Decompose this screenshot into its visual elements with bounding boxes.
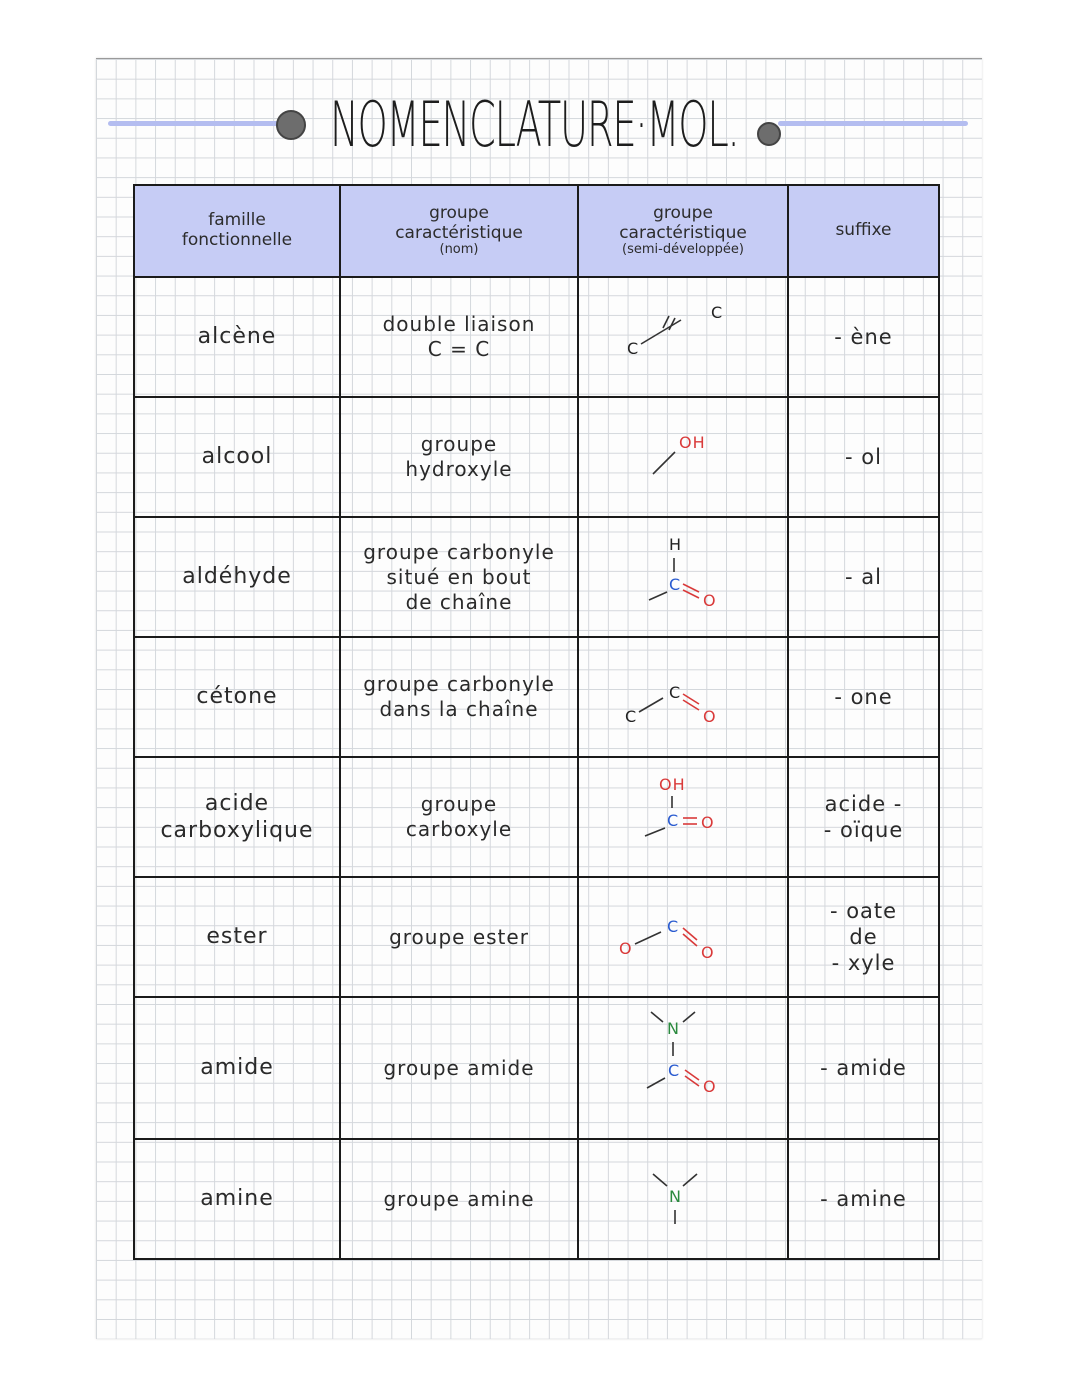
suffix-line: - oate [829,898,898,923]
bond-line [639,698,663,712]
header-groupe-nom-line3: (nom) [439,242,479,258]
family-line: acide [204,790,270,816]
suffix-cell: - amine [788,1139,939,1259]
bond-line [635,932,661,944]
atom-n: N [669,1187,682,1206]
group-name-cell [340,277,578,397]
double-bond-line [685,1076,699,1086]
family-cell: ester [134,877,340,997]
group-name-cell: groupe amine [340,1139,578,1259]
title-underline-right [778,121,968,126]
atom-c: C [667,811,680,830]
table-row [134,517,939,637]
alcool-structure [583,402,783,512]
double-bond-line [683,700,699,710]
group-name-line: de chaîne [405,589,513,614]
atom-c: C [627,339,640,358]
group-name-line: C = C [427,337,491,361]
double-bond-mark [663,316,669,328]
suffix-cell: - amide [788,997,939,1139]
bond-line [683,1174,697,1186]
header-groupe-nom-line2: caractéristique [395,222,523,243]
atom-n: N [667,1019,680,1038]
bond-line [651,1012,663,1022]
bond-line [683,1012,695,1022]
table-row [134,277,939,397]
bond-line [641,320,681,344]
family-cell: amine [134,1139,340,1259]
header-groupe-nom [340,185,578,277]
atom-c: C [625,707,638,726]
page-title: NOMENCLATURE·MOL. [330,88,739,161]
group-name-line: situé en bout [386,564,532,589]
suffix-cell [788,877,939,997]
bond-line [647,1078,665,1088]
atom-o: O [703,1077,717,1096]
suffix-line: - xyle [831,951,896,976]
suffix-line: acide - [824,791,903,816]
group-name-line: dans la chaîne [379,697,539,721]
atom-o: O [703,707,717,726]
suffix-line: - oïque [823,818,904,842]
alcene-structure [583,282,783,392]
group-name-cell [340,397,578,517]
group-name-line: carboxyle [405,817,513,841]
group-name-line: hydroxyle [405,457,513,481]
amide-structure [583,998,783,1138]
suffix-cell: - one [788,637,939,757]
suffix-cell: - al [788,517,939,637]
atom-o: O [619,939,633,958]
header-groupe-formule [578,185,788,277]
amine-structure [583,1144,783,1254]
group-name-line: groupe carbonyle [363,539,555,564]
atom-oh: OH [679,433,706,452]
double-bond-line [685,1070,699,1080]
bond-line [649,592,667,600]
atom-c: C [669,575,682,594]
header-famille-line2: fonctionnelle [181,230,293,250]
bond-line [645,828,665,836]
header-groupe-formule-line2: caractéristique [619,222,747,243]
acide-structure [583,762,783,872]
double-bond-line [683,694,699,704]
bond-line [653,1174,667,1186]
formula-cell [578,277,788,397]
family-cell: cétone [134,637,340,757]
table-row [134,637,939,757]
formula-cell [578,637,788,757]
ester-structure [583,882,783,992]
suffix-cell: - ène [788,277,939,397]
aldehyde-structure [583,522,783,632]
header-famille-line1: famille [208,210,266,231]
atom-o: O [701,813,715,832]
atom-c: C [668,1061,681,1080]
atom-c: C [667,917,680,936]
group-name-cell [340,517,578,637]
formula-cell [578,877,788,997]
group-name-cell [340,757,578,877]
formula-cell [578,997,788,1139]
double-bond-line [683,928,697,940]
family-cell: alcool [134,397,340,517]
title-underline-left [108,121,284,126]
group-name-line: groupe [420,432,498,456]
suffix-line: de [849,924,878,949]
group-name-line: groupe carbonyle [363,672,555,696]
binder-hole-right [757,122,781,146]
family-cell: alcène [134,277,340,397]
atom-c: C [711,303,724,322]
header-groupe-nom-line1: groupe [429,202,489,223]
table-row [134,397,939,517]
formula-cell [578,517,788,637]
formula-cell [578,397,788,517]
table-row [134,1139,939,1259]
family-cell: aldéhyde [134,517,340,637]
group-name-cell: groupe amide [340,997,578,1139]
atom-o: O [701,943,715,962]
header-groupe-formule-line3: (semi-développée) [622,242,744,258]
double-bond-line [683,934,697,946]
suffix-cell: - ol [788,397,939,517]
header-groupe-formule-line1: groupe [653,202,713,223]
group-name-line: groupe [420,792,498,816]
group-name-cell [340,637,578,757]
suffix-cell [788,757,939,877]
binder-hole-left [276,110,306,140]
atom-o: O [703,591,717,610]
family-cell: amide [134,997,340,1139]
family-cell [134,757,340,877]
nomenclature-table [133,184,940,1260]
bond-line [653,452,675,474]
family-line: carboxylique [160,818,314,843]
table-row [134,877,939,997]
group-name-line: double liaison [382,312,536,336]
atom-c: C [669,683,682,702]
formula-cell [578,757,788,877]
table-header-row [134,185,939,277]
cetone-structure [583,642,783,752]
table-row [134,757,939,877]
atom-oh: OH [659,775,686,794]
header-suffixe: suffixe [788,185,939,277]
table-row [134,997,939,1139]
atom-h: H [669,535,683,554]
header-famille [134,185,340,277]
group-name-cell: groupe ester [340,877,578,997]
formula-cell [578,1139,788,1259]
